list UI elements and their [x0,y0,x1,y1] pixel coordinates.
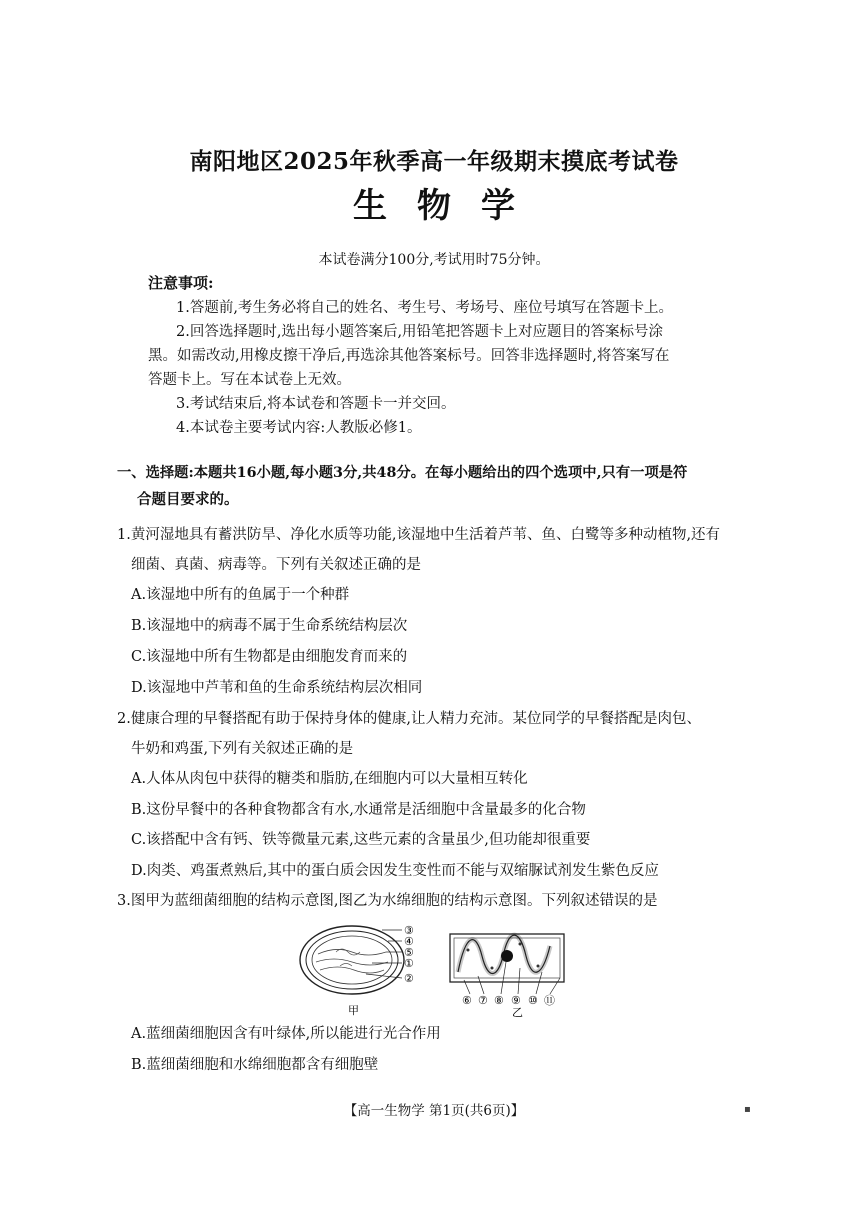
answer-option: B.蓝细菌细胞和水绵细胞都含有细胞壁 [131,1057,379,1073]
answer-option: D.该湿地中芦苇和鱼的生命系统结构层次相同 [131,680,423,696]
cyanobacteria-diagram [300,926,404,994]
notice-item: 3.考试结束后,将本试卷和答题卡一并交回。 [176,396,456,412]
notice-item: 黑。如需改动,用橡皮擦干净后,再选涂其他答案标号。回答非选择题时,将答案写在 [148,348,670,364]
section-heading: 一、选择题:本题共16小题,每小题3分,共48分。在每小题给出的四个选项中,只有一项是符 [117,465,688,481]
question-stem: 细菌、真菌、病毒等。下列有关叙述正确的是 [131,557,421,573]
answer-option: A.人体从肉包中获得的糖类和脂肪,在细胞内可以大量相互转化 [131,771,528,787]
notice-item: 4.本试卷主要考试内容:人教版必修1。 [176,420,422,436]
question-stem: 牛奶和鸡蛋,下列有关叙述正确的是 [131,741,354,757]
fig-b-label-10: ⑩ [528,994,538,1007]
answer-option: C.该搭配中含有钙、铁等微量元素,这些元素的含量虽少,但功能却很重要 [131,832,591,848]
question-stem: 1.黄河湿地具有蓄洪防旱、净化水质等功能,该湿地中生活着芦苇、鱼、白鹭等多种动植物,还有 [117,527,721,543]
spirogyra-diagram [450,934,564,994]
fig-b-label-7: ⑦ [478,994,488,1007]
fig-b-caption: 乙 [512,1006,523,1017]
subject-title: 生物学 [353,186,545,226]
exam-title: 南阳地区2025年秋季高一年级期末摸底考试卷 [189,148,679,175]
notice-heading: 注意事项: [148,274,214,292]
fig-b-label-8: ⑧ [494,994,504,1007]
answer-option: A.该湿地中所有的鱼属于一个种群 [131,587,350,603]
fig-b-label-6: ⑥ [462,994,472,1007]
page-footer: 【高一生物学 第1页(共6页)】 [343,1103,525,1119]
cell-structure-figure [296,922,576,1017]
fig-a-caption: 甲 [348,1004,359,1017]
notice-item: 1.答题前,考生务必将自己的姓名、考生号、考场号、座位号填写在答题卡上。 [176,300,673,316]
question-stem: 3.图甲为蓝细菌细胞的结构示意图,图乙为水绵细胞的结构示意图。下列叙述错误的是 [117,893,658,909]
scan-mark: ▪ [744,1104,751,1115]
fig-b-label-11: ⑪ [544,994,555,1007]
answer-option: A.蓝细菌细胞因含有叶绿体,所以能进行光合作用 [131,1026,441,1042]
fig-a-label-3: ③ [404,924,414,937]
fig-a-label-5: ⑤ [404,946,414,959]
exam-intro: 本试卷满分100分,考试用时75分钟。 [318,252,550,268]
fig-a-label-4: ④ [404,935,414,948]
fig-b-label-9: ⑨ [511,994,521,1007]
notice-item: 2.回答选择题时,选出每小题答案后,用铅笔把答题卡上对应题目的答案标号涂 [176,324,664,340]
question-stem: 2.健康合理的早餐搭配有助于保持身体的健康,让人精力充沛。某位同学的早餐搭配是肉包、 [117,711,701,727]
notice-item: 答题卡上。写在本试卷上无效。 [148,372,351,388]
fig-a-label-2: ② [404,972,414,985]
answer-option: B.这份早餐中的各种食物都含有水,水通常是活细胞中含量最多的化合物 [131,802,586,818]
answer-option: D.肉类、鸡蛋煮熟后,其中的蛋白质会因发生变性而不能与双缩脲试剂发生紫色反应 [131,863,659,879]
fig-a-label-1: ① [404,957,414,970]
answer-option: C.该湿地中所有生物都是由细胞发育而来的 [131,649,408,665]
section-heading-cont: 合题目要求的。 [137,491,239,508]
answer-option: B.该湿地中的病毒不属于生命系统结构层次 [131,618,408,634]
